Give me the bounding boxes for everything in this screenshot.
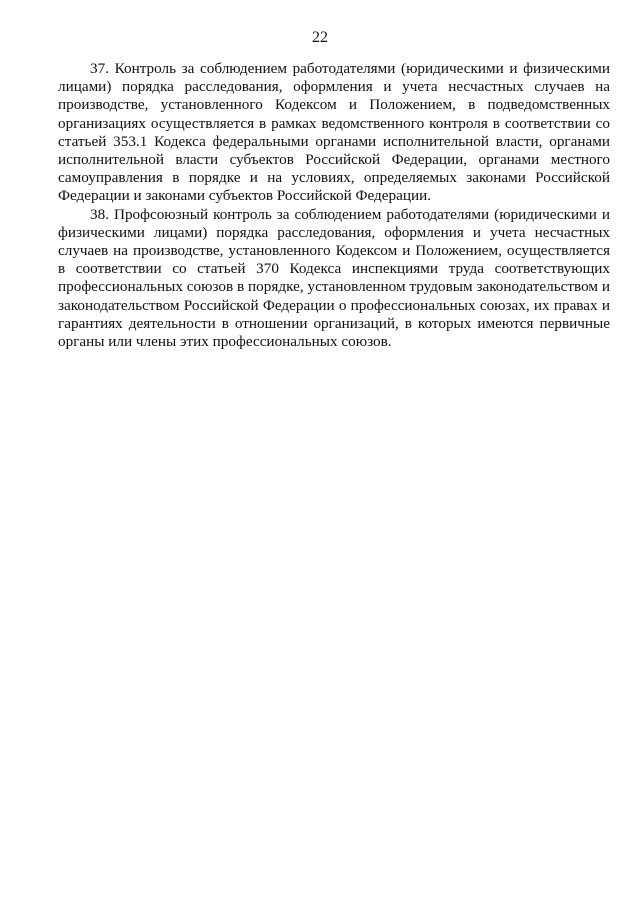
paragraph-37: 37. Контроль за соблюдением работодателями (юридическими и физическими лицами) порядка расследования, оформления и учета несчастных случаев на производстве, установленного Кодексом и Положением, в подведомственных организациях осуществляется в рамках ведомственного контроля в соответствии со статьей 353.1 Кодекса федеральными органами исполнительной власти, органами исполнительной власти субъектов Российской Федерации, органами местного самоуправления в порядке и на условиях, определяемых законами Российской Федерации и законами субъектов Российской Федерации. — [58, 60, 610, 205]
paragraph-38: 38. Профсоюзный контроль за соблюдением работодателями (юридическими и физическими лицами) порядка расследования, оформления и учета несчастных случаев на производстве, установленного Кодексом и Положением, осуществляется в соответствии со статьей 370 Кодекса инспекциями труда соответствующих профессиональных союзов в порядке, установленном трудовым законодательством и законодательством Российской Федерации о профессиональных союзах, их правах и гарантиях деятельности в отношении организаций, в которых имеются первичные органы или члены этих профессиональных союзов. — [58, 205, 610, 351]
document-body — [58, 60, 610, 351]
page-number: 22 — [312, 29, 328, 46]
